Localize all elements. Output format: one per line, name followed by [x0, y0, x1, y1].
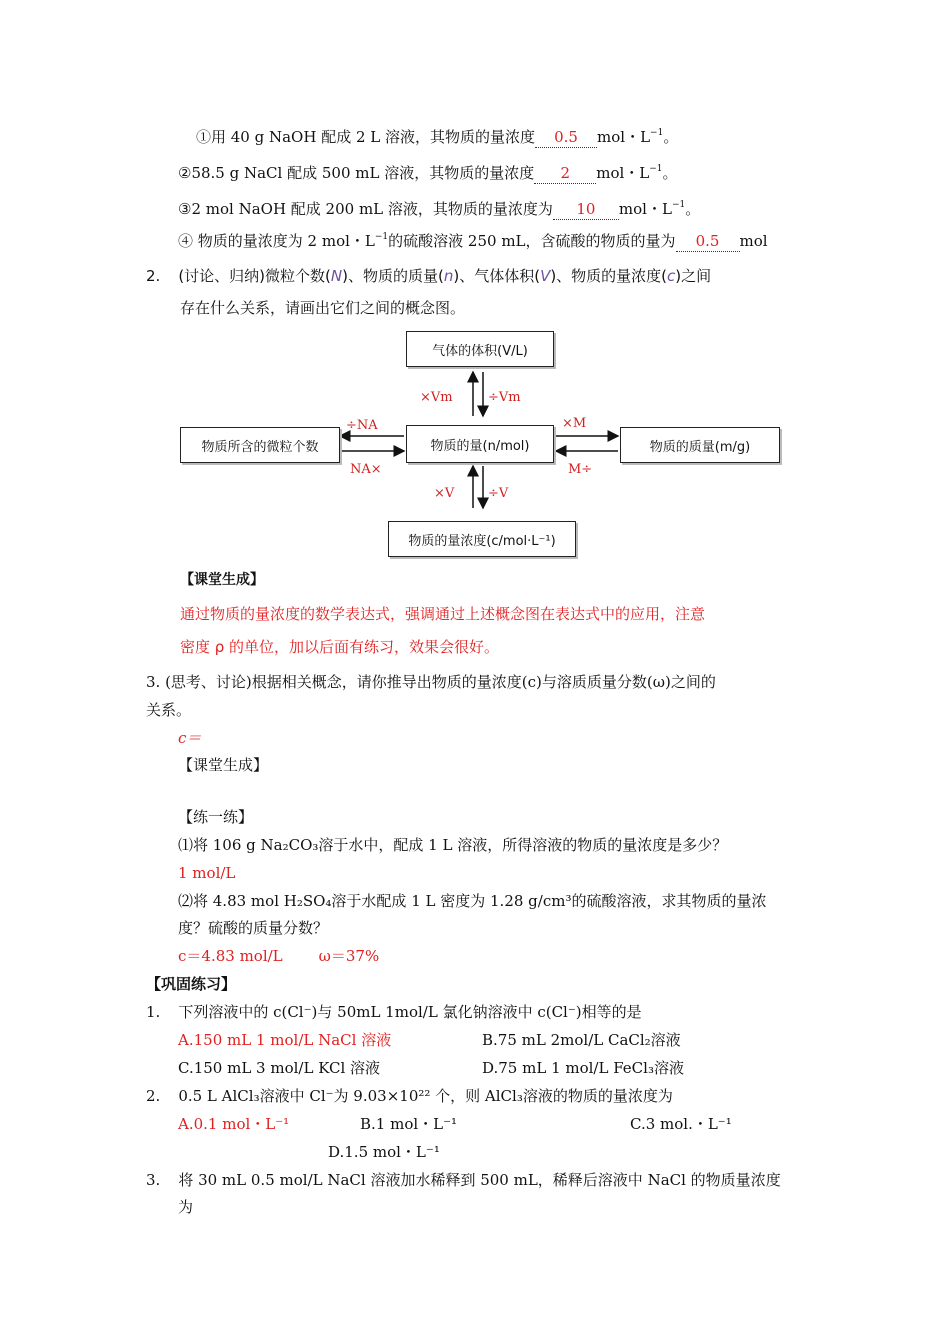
- q1-option-a: A.150 mL 1 mol/L NaCl 溶液: [178, 1031, 392, 1049]
- box-concentration: 物质的量浓度(c/mol·L⁻¹): [388, 521, 576, 557]
- q2-option-a: A.0.1 mol・L⁻¹: [178, 1115, 290, 1133]
- exercise-3: ③2 mol NaOH 配成 200 mL 溶液，其物质的量浓度为 10 mol・$L^{-1}$。: [178, 200, 701, 218]
- practice-2-line1: ⑵将 4.83 mol H₂SO₄溶于水配成 1 L 密度为 1.28 g/cm³的硫酸溶液，求其物质的量浓: [178, 892, 767, 910]
- label-m-div: M÷: [568, 462, 593, 477]
- q2-line2: 存在什么关系，请画出它们之间的概念图。: [180, 299, 466, 317]
- classroom-title: 【课堂生成】: [180, 572, 264, 588]
- classroom-note-line2: 密度 ρ 的单位，加以后面有练习，效果会很好。: [180, 638, 500, 656]
- q2-option-b: B.1 mol・L⁻¹: [360, 1115, 458, 1133]
- classroom-note-line1: 通过物质的量浓度的数学表达式，强调通过上述概念图在表达式中的应用，注意: [180, 605, 706, 623]
- exercise-1: ①用 40 g NaOH 配成 2 L 溶液，其物质的量浓度 0.5 mol・$L^{-1}$。: [196, 128, 679, 146]
- answer-blank: 10: [553, 199, 619, 220]
- q2-line1: 2. (讨论、归纳)微粒个数(N)、物质的质量(n)、气体体积(V)、物质的量浓度(c)之间: [146, 267, 712, 285]
- q3-answer: c＝: [178, 729, 202, 747]
- answer-blank: 0.5: [676, 231, 740, 252]
- box-amount: 物质的量(n/mol): [406, 425, 554, 463]
- label-times-v: ×V: [434, 486, 455, 501]
- consolidate-q3: 3. 将 30 mL 0.5 mol/L NaCl 溶液加水稀释到 500 mL，稀释后溶液中 NaCl 的物质量浓度: [146, 1171, 781, 1189]
- answer-blank: 2: [534, 163, 596, 184]
- practice-title: 【练一练】: [178, 808, 254, 826]
- label-div-v: ÷V: [488, 486, 509, 501]
- consolidate-q2: 2. 0.5 L AlCl₃溶液中 Cl⁻为 9.03×10²² 个，则 AlCl₃溶液的物质的量浓度为: [146, 1087, 673, 1105]
- exercise-4: ④ 物质的量浓度为 2 mol・$L^{-1}$的硫酸溶液 250 mL，含硫酸的物质的量为 0.5 mol: [178, 232, 768, 250]
- label-div-na: ÷NA: [346, 418, 378, 433]
- box-gas-volume: 气体的体积(V/L): [406, 331, 554, 367]
- q2-option-c: C.3 mol.・L⁻¹: [630, 1115, 732, 1133]
- q2-option-d: D.1.5 mol・L⁻¹: [328, 1143, 440, 1161]
- practice-2-answer: c＝4.83 mol/L ω＝37%: [178, 947, 380, 965]
- practice-1-answer: 1 mol/L: [178, 864, 236, 882]
- box-particles: 物质所含的微粒个数: [180, 427, 340, 463]
- q3-line1: 3. (思考、讨论)根据相关概念，请你推导出物质的量浓度(c)与溶质质量分数(ω)之间的: [146, 673, 716, 691]
- consolidate-q3-line2: 为: [178, 1198, 194, 1216]
- box-mass: 物质的质量(m/g): [620, 427, 780, 463]
- q1-option-d: D.75 mL 1 mol/L FeCl₃溶液: [482, 1059, 684, 1077]
- q1-option-c: C.150 mL 3 mol/L KCl 溶液: [178, 1059, 381, 1077]
- label-times-vm: ×Vm: [420, 390, 453, 405]
- label-div-vm: ÷Vm: [488, 390, 521, 405]
- concept-diagram-arrows: [0, 0, 950, 580]
- exercise-2: ②58.5 g NaCl 配成 500 mL 溶液，其物质的量浓度 2 mol・$L^{-1}$。: [178, 164, 678, 182]
- consolidate-q1: 1. 下列溶液中的 c(Cl⁻)与 50mL 1mol/L 氯化钠溶液中 c(Cl⁻)相等的是: [146, 1003, 642, 1021]
- label-na-times: NA×: [350, 462, 382, 477]
- answer-blank: 0.5: [535, 127, 597, 148]
- q3-classroom: 【课堂生成】: [178, 756, 269, 774]
- consolidate-title: 【巩固练习】: [146, 975, 237, 993]
- practice-1: ⑴将 106 g Na₂CO₃溶于水中，配成 1 L 溶液，所得溶液的物质的量浓度是多少？: [178, 836, 728, 854]
- q1-option-b: B.75 mL 2mol/L CaCl₂溶液: [482, 1031, 681, 1049]
- q3-line2: 关系。: [146, 701, 192, 719]
- label-times-m: ×M: [562, 416, 587, 431]
- practice-2-line2: 度？硫酸的质量分数？: [178, 919, 329, 937]
